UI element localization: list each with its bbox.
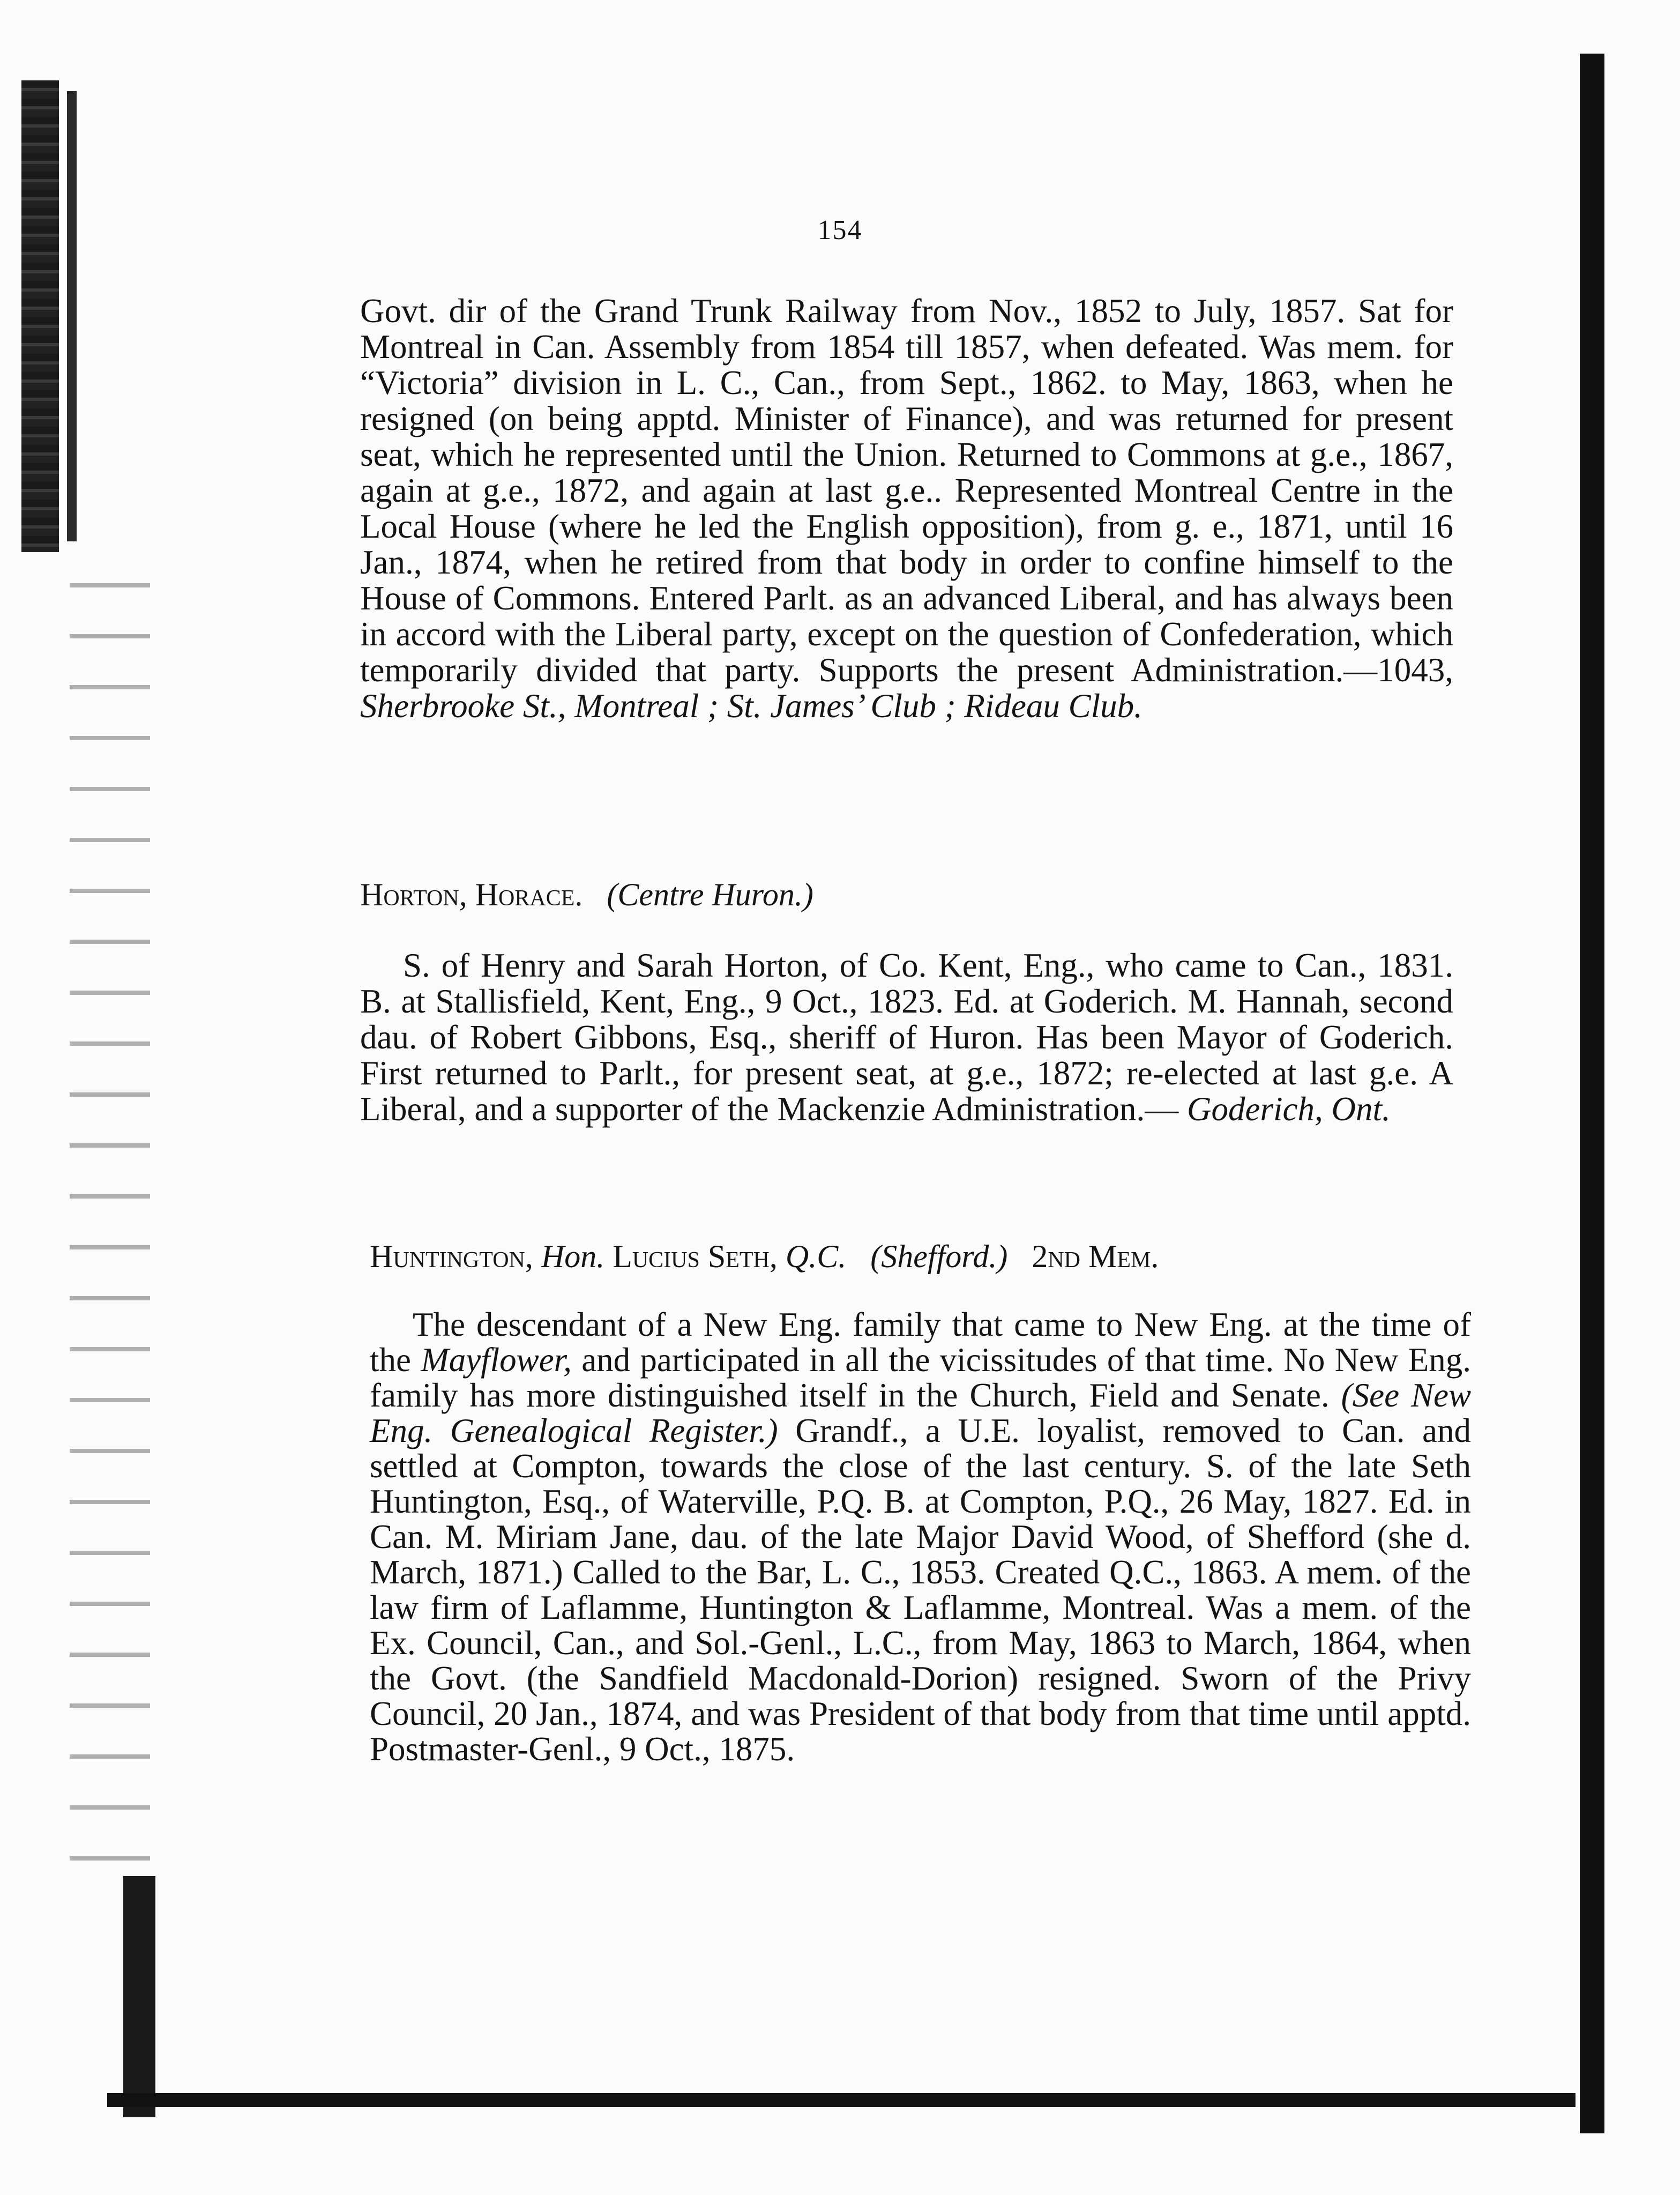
heading-huntington-name: Huntington, [370, 1239, 533, 1274]
paragraph-1-address: Sherbrooke St., Montreal ; St. James’ Club ; Rideau Club. [360, 687, 1143, 725]
paragraph-3-register: (See New Eng. Genealogical Register.) [370, 1376, 1471, 1449]
scan-edge-right [1580, 54, 1604, 2133]
heading-horton-name: Horton, Horace. [360, 877, 583, 912]
scan-edge-bottom [107, 2093, 1576, 2107]
scan-edge-left [21, 80, 59, 552]
scan-edge-left-inner [67, 91, 77, 541]
paragraph-3-part-2: and participated in all the vicissitudes of that time. No New Eng. family has more distinguished itself in the Church, Field and Senate. [370, 1341, 1472, 1414]
heading-huntington-title: Hon. [541, 1239, 605, 1274]
entry-paragraph-3 [370, 1307, 1471, 1767]
page-number: 154 [817, 215, 863, 245]
paragraph-3-part-1: The descendant of a New Eng. family that came to New Eng. at the time of the [370, 1306, 1471, 1379]
paragraph-2-text: S. of Henry and Sarah Horton, of Co. Kent, Eng., who came to Can., 1831. B. at Stallisfield, Kent, Eng., 9 Oct., 1823. Ed. at Goderich. M. Hannah, second dau. of Robert Gibbons, Esq., sheriff of Huron. Has been Mayor of Goderich. First returned to Parlt., for present seat, at g.e., 1872; re-elected at last g.e. A Liberal, and a supporter of the Mackenzie Administration.— [360, 947, 1453, 1128]
paragraph-1-text: Govt. dir of the Grand Trunk Railway from Nov., 1852 to July, 1857. Sat for Montreal in Can. Assembly from 1854 till 1857, when defeated. Was mem. for “Victoria” division in L. C., Can., from Sept., 1862. to May, 1863, when he resigned (on being apptd. Minister of Finance), and was returned for present seat, which he represented until the Union. Returned to Commons at g.e., 1867, again at g.e., 1872, and again at last g.e.. Represented Montreal Centre in the Local House (where he led the English opposition), from g. e., 1871, until 16 Jan., 1874, when he retired from that body in order to confine himself to the House of Commons. Entered Parlt. as an advanced Liberal, and has always been in accord with the Liberal party, except on the question of Confederation, which temporarily divided that party. Supports the present Administration.—1043, [360, 292, 1453, 689]
heading-huntington-member: 2nd Mem. [1032, 1239, 1159, 1274]
entry-heading-huntington [370, 1238, 1159, 1275]
entry-paragraph-1 [360, 293, 1453, 724]
entry-heading-horton [360, 876, 813, 913]
paragraph-3-mayflower: Mayflower, [421, 1341, 572, 1379]
heading-huntington-qc: Q.C. [785, 1239, 847, 1274]
entry-paragraph-2 [360, 948, 1453, 1127]
paragraph-3-part-3: Grandf., a U.E. loyalist, removed to Can. and settled at Compton, towards the close of the last century. S. of the late Seth Huntington, Esq., of Waterville, P.Q. B. at Compton, P.Q., 26 May, 1827. Ed. in Can. M. Miriam Jane, dau. of the late Major David Wood, of Shefford (she d. March, 1871.) Called to the Bar, L. C., 1853. Created Q.C., 1863. A mem. of the law firm of Laflamme, Huntington & Laflamme, Montreal. Was a mem. of the Ex. Council, Can., and Sol.-Genl., L.C., from May, 1863 to March, 1864, when the Govt. (the Sandfield Macdonald-Dorion) resigned. Sworn of the Privy Council, 20 Jan., 1874, and was President of that body from that time until apptd. Postmaster-Genl., 9 Oct., 1875. [370, 1412, 1472, 1768]
heading-huntington-name-2: Lucius Seth, [613, 1239, 778, 1274]
heading-horton-constituency: (Centre Huron.) [607, 877, 813, 912]
scan-noise-left [70, 563, 150, 1903]
paragraph-2-address: Goderich, Ont. [1187, 1090, 1391, 1128]
heading-huntington-constituency: (Shefford.) [870, 1239, 1008, 1274]
scan-edge-bottom-left [123, 1876, 155, 2117]
